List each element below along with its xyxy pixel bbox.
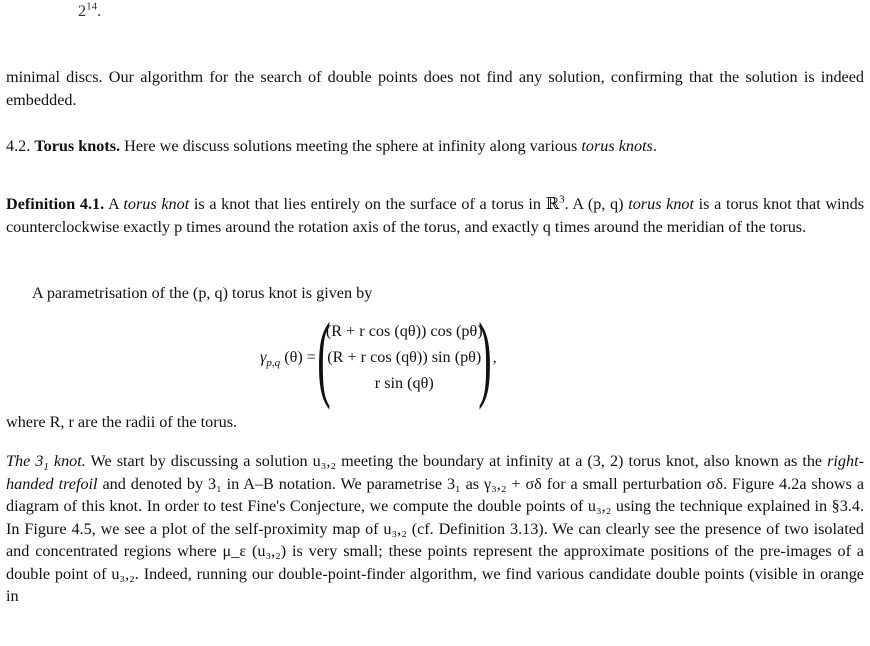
def-t1: A — [104, 195, 124, 213]
radii-sentence: where R, r are the radii of the torus. — [6, 413, 238, 431]
trefoil-paragraph — [6, 450, 864, 608]
def-t3: . A (p, q) — [564, 195, 629, 213]
equation-gamma-sub: p,q — [266, 356, 281, 369]
paragraph-minimal-discs: minimal discs. Our algorithm for the search of double points does not find any solution, confirming that the solution is indeed embedded. — [6, 68, 864, 109]
left-paren: ( — [317, 303, 331, 410]
right-paren: ) — [477, 303, 492, 410]
section-text-end: . — [652, 137, 657, 155]
equation-comma: , — [492, 347, 497, 366]
vector-row-3: r sin (qθ) — [374, 374, 434, 392]
trefoil-lead-rest: knot. — [48, 452, 86, 470]
trefoil-lead-sub: 1 — [43, 461, 49, 474]
trefoil-lead — [6, 452, 86, 474]
parametrisation-intro: A parametrisation of the (p, q) torus knot is given by — [32, 284, 373, 302]
def-e1: torus knot — [123, 195, 190, 213]
section-number: 4.2. — [6, 137, 31, 155]
equation-arg: (θ) = — [280, 347, 316, 366]
section-text-emph: torus knots — [581, 137, 653, 155]
def-e2: torus knot — [628, 195, 695, 213]
definition-label: Definition 4.1. — [6, 195, 105, 213]
equation-vector — [326, 318, 483, 396]
section-title: Torus knots. — [34, 137, 121, 155]
equation-lhs — [260, 346, 316, 369]
equation-torus-knot — [260, 303, 497, 410]
trefoil-body: We start by discussing a solution u₃,₂ meeting the boundary at infinity at a (3, 2) torus knot, also known as the — [85, 452, 828, 470]
vector-row-2: (R + r cos (qθ)) sin (pθ) — [327, 348, 482, 366]
section-torus-knots — [6, 135, 864, 158]
trefoil-emph: right-handed trefoil — [6, 452, 864, 493]
vector-row-1: (R + r cos (qθ)) cos (pθ) — [325, 322, 483, 340]
definition-4-1 — [6, 193, 864, 238]
trefoil-body-2: and denoted by 3₁ in A–B notation. We parametrise 3₁ as γ₃,₂ + σδ for a small perturbation σδ. Figure 4.2a shows a diagram of this knot. In order to test Fine's Conjecture, we compute the double points of u₃,₂ using the technique explained in §3.4. In Figure 4.5, we see a plot of the self-proximity map of u₃,₂ (cf. Definition 3.13). We can clearly see the presence of two isolated and concentrated regions where μ_ε (u₃,₂) is very small; these points represent the approximate positions of the pre-images of a double point of u₃,₂. Indeed, running our double-point-finder algorithm, we find various candidate double points (visible in orange in — [6, 474, 865, 605]
def-t4: is a torus knot that winds counterclockwise exactly p times around the rotation axis of the torus, and exactly q times around the meridian of the torus. — [6, 195, 865, 236]
trefoil-lead-text: The 3 — [6, 452, 44, 470]
clipped-top-line: $2^{14}$. — [78, 0, 102, 20]
def-sup: 3 — [559, 193, 565, 206]
equation-gamma: γ — [260, 347, 267, 366]
section-text: Here we discuss solutions meeting the sphere at infinity along various — [124, 137, 582, 155]
def-t2: is a knot that lies entirely on the surface of a torus in ℝ — [189, 195, 560, 213]
